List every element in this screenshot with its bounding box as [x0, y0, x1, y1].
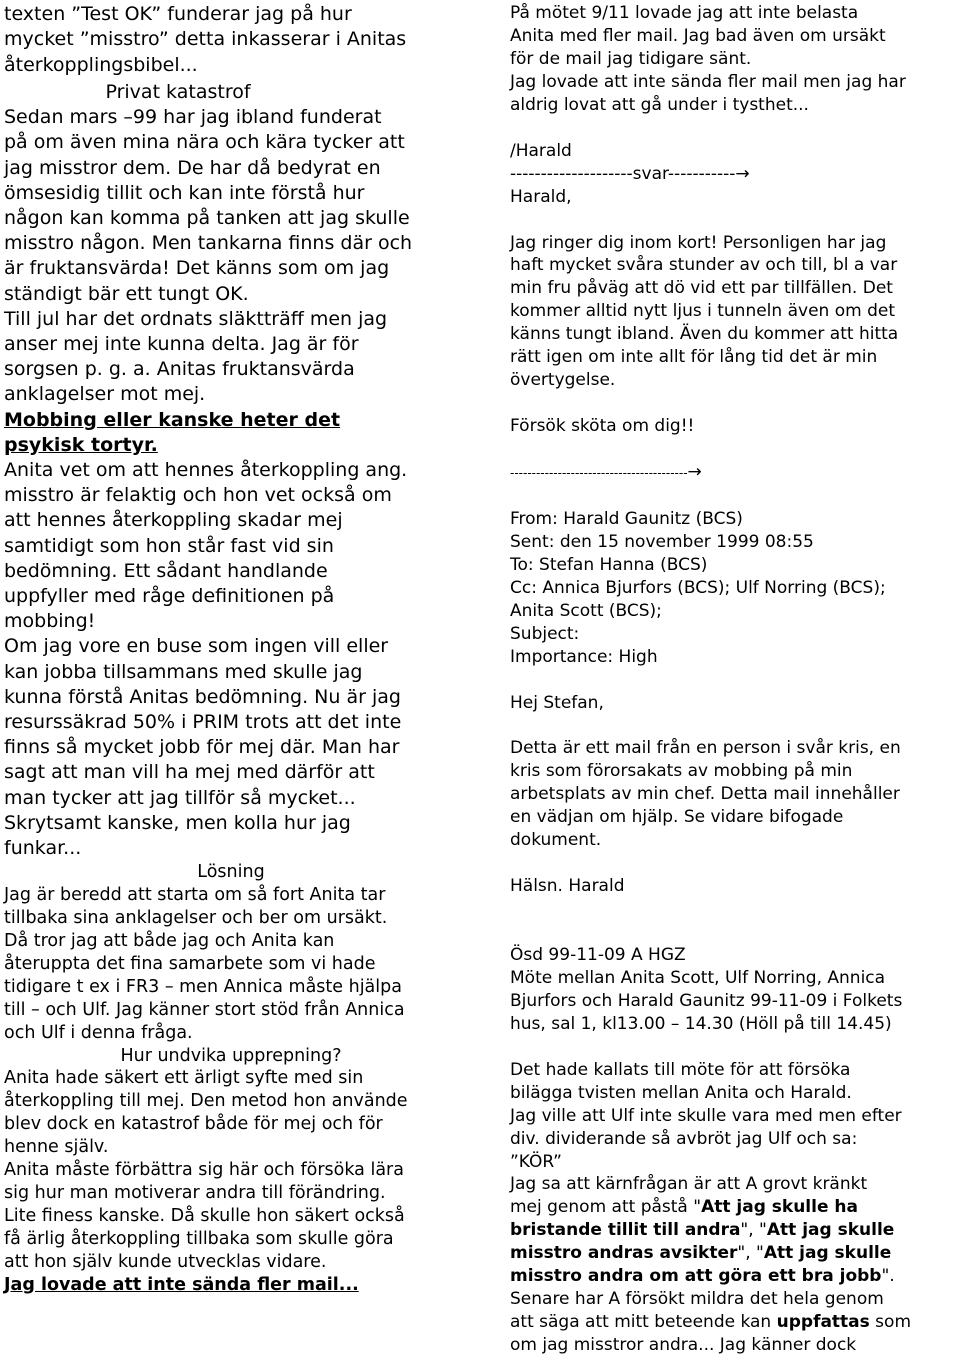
text-line: någon kan komma på tanken att jag skulle [4, 207, 410, 229]
meeting-paragraph [510, 2, 958, 117]
minutes-header [510, 944, 958, 1036]
text-line: sorgsen p. g. a. Anitas fruktansvärda [4, 358, 355, 381]
text-line: en vädjan om hjälp. Se vidare bifogade [510, 807, 844, 828]
text-line: arbetsplats av min chef. Detta mail innehåller [510, 784, 900, 805]
text-line: texten ”Test OK” funderar jag på hur [4, 3, 352, 25]
text-line: misstro är felaktig och hon vet också om [4, 484, 392, 507]
text-line: anklagelser mot mej. [4, 383, 206, 406]
text-line: div. dividerande så avbröt jag Ulf och sa: [510, 1128, 858, 1149]
text-line: Lite finess kanske. Då skulle hon säkert också [4, 1205, 405, 1226]
text-line: och Ulf i denna fråga. [4, 1022, 193, 1043]
avoid-paragraph [4, 1067, 490, 1273]
quote-one: Att jag skulle ha bristande tillit till andra [510, 1197, 858, 1241]
quote-end: ". [881, 1266, 895, 1287]
text-line: att hennes återkoppling skadar mej [4, 509, 343, 532]
text-line: misstro någon. Men tankarna finns där och [4, 232, 413, 255]
text-line: kunna förstå Anitas bedömning. Nu är jag [4, 685, 401, 708]
left-column [4, 0, 490, 1297]
quote-separator: ", " [740, 1220, 767, 1241]
text-line: man tycker att jag tillför så mycket... [4, 786, 356, 809]
text-line: aldrig lovat att gå under i tysthet... [510, 94, 809, 115]
text-line: Då tror jag att både jag och Anita kan [4, 931, 335, 951]
private-paragraph [4, 105, 490, 407]
text-line: Sedan mars –99 har jag ibland funderat [4, 106, 382, 129]
arrow-right-icon: → [687, 462, 702, 482]
email-to: To: Stefan Hanna (BCS) [510, 554, 708, 575]
text-line: rätt igen om inte allt för lång tid det är min [510, 347, 878, 368]
text-line: finns så mycket jobb för mej där. Man har [4, 736, 400, 759]
text-line: Jag ringer dig inom kort! Personligen har jag [510, 232, 887, 253]
text-line: Möte mellan Anita Scott, Ulf Norring, Annica [510, 967, 886, 988]
text-line: samtidigt som hon står fast vid sin [4, 534, 334, 557]
heading-line: psykisk tortyr. [4, 433, 158, 456]
text-line: Detta är ett mail från en person i svår kris, en [510, 738, 901, 759]
email-body [510, 737, 958, 852]
text-line: är fruktansvärda! Det känns som om jag [4, 257, 390, 280]
quote-separator: ", " [737, 1243, 764, 1264]
solution-paragraph [4, 884, 490, 1044]
quote-intro: mej genom att påstå " [510, 1197, 702, 1218]
text-line: Jag är beredd att starta om så fort Anita tar [4, 885, 386, 906]
text-line: dokument. [510, 830, 602, 851]
text-line: om jag misstror andra... Jag känner dock [510, 1335, 857, 1356]
text-line: anser mej inte kunna delta. Jag är för [4, 333, 359, 356]
text-line: återuppta det fina samarbete som vi hade [4, 953, 376, 974]
text-line: Det hade kallats till möte för att försöka [510, 1059, 851, 1080]
text-line: resurssäkrad 50% i PRIM trots att det inte [4, 711, 402, 734]
email-importance: Importance: High [510, 646, 658, 667]
regards-line: Hälsn. Harald [510, 876, 625, 897]
greeting-harald: Harald, [510, 186, 572, 207]
right-column [510, 0, 958, 1357]
email-header [510, 508, 958, 669]
text-line: övertygelse. [510, 370, 616, 391]
quote-three: Att jag skulle misstro andra om att göra ett bra jobb [510, 1243, 892, 1287]
text-line: mobbing! [4, 610, 96, 633]
promise-heading: Jag lovade att inte sända fler mail... [4, 1274, 359, 1295]
text-line: min fru påväg att dö vid ett par tillfällen. Det [510, 278, 893, 299]
text-line: Ösd 99-11-09 A HGZ [510, 944, 686, 965]
heading-avoid-repetition: Hur undvika upprepning? [120, 1045, 342, 1066]
reply-paragraph [510, 232, 958, 393]
text-line: ständigt bär ett tungt OK. [4, 282, 249, 305]
email-from: From: Harald Gaunitz (BCS) [510, 508, 743, 529]
text-line: funkar... [4, 837, 82, 860]
text-line: på om även mina nära och kära tycker att [4, 131, 405, 154]
text-line: ömsesidig tillit och kan inte förstå hur [4, 181, 365, 204]
take-care-line: Försök sköta om dig!! [510, 416, 695, 437]
text-line: bilägga tvisten mellan Anita och Harald. [510, 1082, 852, 1103]
long-divider-text: ----------------------------------------- [510, 466, 688, 480]
closing-post: som [869, 1312, 912, 1333]
text-line: Jag ville att Ulf inte skulle vara med men efter [510, 1105, 902, 1126]
text-line: Skrytsamt kanske, men kolla hur jag [4, 811, 351, 834]
signature-harald: /Harald [510, 140, 572, 161]
text-line: till – och Ulf. Jag känner stort stöd från Annica [4, 999, 405, 1020]
text-line: för de mail jag tidigare sänt. [510, 48, 752, 69]
text-line: Till jul har det ordnats släktträff men jag [4, 307, 388, 330]
text-line: henne själv. [4, 1137, 109, 1158]
closing-line [510, 1311, 958, 1334]
text-line: På mötet 9/11 lovade jag att inte belasta [510, 3, 859, 23]
text-line: Anita vet om att hennes återkoppling ang. [4, 459, 408, 482]
text-line: jag misstror dem. De har då bedyrat en [4, 156, 381, 179]
text-line: återkoppling till mej. Den metod hon använde [4, 1091, 408, 1112]
text-line: blev dock en katastrof både för mej och för [4, 1114, 383, 1135]
text-line: kris som förorsakats av mobbing på min [510, 761, 853, 782]
intro-paragraph [4, 2, 490, 78]
greeting-stefan: Hej Stefan, [510, 692, 604, 713]
text-line: Bjurfors och Harald Gaunitz 99-11-09 i Folkets [510, 990, 903, 1011]
long-divider [510, 461, 958, 485]
text-line: Senare har A försökt mildra det hela genom [510, 1289, 884, 1310]
text-line: mycket ”misstro” detta inkasserar i Anitas [4, 28, 407, 51]
text-line: att hon själv kunde utvecklas vidare. [4, 1251, 327, 1272]
text-line: tidigare t ex i FR3 – men Annica måste hjälpa [4, 976, 402, 997]
text-line: Om jag vore en buse som ingen vill eller [4, 635, 389, 658]
svar-divider-text: --------------------svar----------- [510, 163, 736, 184]
text-line: sig hur man motiverar andra till förändring. [4, 1182, 386, 1203]
text-line: hus, sal 1, kl13.00 – 14.30 (Höll på till 14.45) [510, 1013, 892, 1034]
text-line: Jag sa att kärnfrågan är att A grovt kränkt [510, 1174, 868, 1195]
quote-paragraph [510, 1196, 950, 1288]
text-line: känns tungt ibland. Även du kommer att hitta [510, 324, 899, 345]
text-line: uppfyller med råge definitionen på [4, 585, 335, 608]
heading-solution: Lösning [197, 862, 265, 883]
text-line: tillbaka sina anklagelser och ber om ursäkt. [4, 908, 388, 929]
text-line: få ärlig återkoppling tillbaka som skulle göra [4, 1228, 394, 1249]
heading-private-catastrophe: Privat katastrof [105, 80, 251, 103]
closing-pre: att säga att mitt beteende kan [510, 1312, 777, 1333]
text-line: bedömning. Ett sådant handlande [4, 559, 328, 582]
text-line: Anita med fler mail. Jag bad även om ursäkt [510, 25, 886, 46]
arrow-right-icon: → [735, 163, 750, 184]
text-line: haft mycket svåra stunder av och till, bl a var [510, 255, 898, 276]
svar-divider [510, 163, 958, 186]
mobbing-heading [4, 408, 490, 458]
text-line: återkopplingsbibel... [4, 53, 198, 76]
email-subject: Subject: [510, 623, 580, 644]
quote-two: Att jag skulle misstro andras avsikter [510, 1220, 895, 1264]
closing-bold: uppfattas [776, 1312, 870, 1333]
minutes-paragraph [510, 1059, 958, 1357]
text-line: Anita måste förbättra sig här och försöka lära [4, 1160, 404, 1181]
mobbing-paragraph [4, 458, 490, 861]
email-sent: Sent: den 15 november 1999 08:55 [510, 531, 814, 552]
email-cc: Cc: Annica Bjurfors (BCS); Ulf Norring (BCS); [510, 577, 886, 598]
text-line: sagt att man vill ha mej med därför att [4, 761, 375, 784]
text-line: kommer alltid nytt ljus i tunneln även om det [510, 301, 895, 322]
email-cc-cont: Anita Scott (BCS); [510, 600, 662, 621]
text-line: ”KÖR” [510, 1151, 562, 1172]
heading-line: Mobbing eller kanske heter det [4, 408, 341, 431]
text-line: kan jobba tillsammans med skulle jag [4, 660, 363, 683]
text-line: Jag lovade att inte sända fler mail men jag har [510, 71, 906, 92]
text-line: Anita hade säkert ett ärligt syfte med sin [4, 1068, 364, 1089]
